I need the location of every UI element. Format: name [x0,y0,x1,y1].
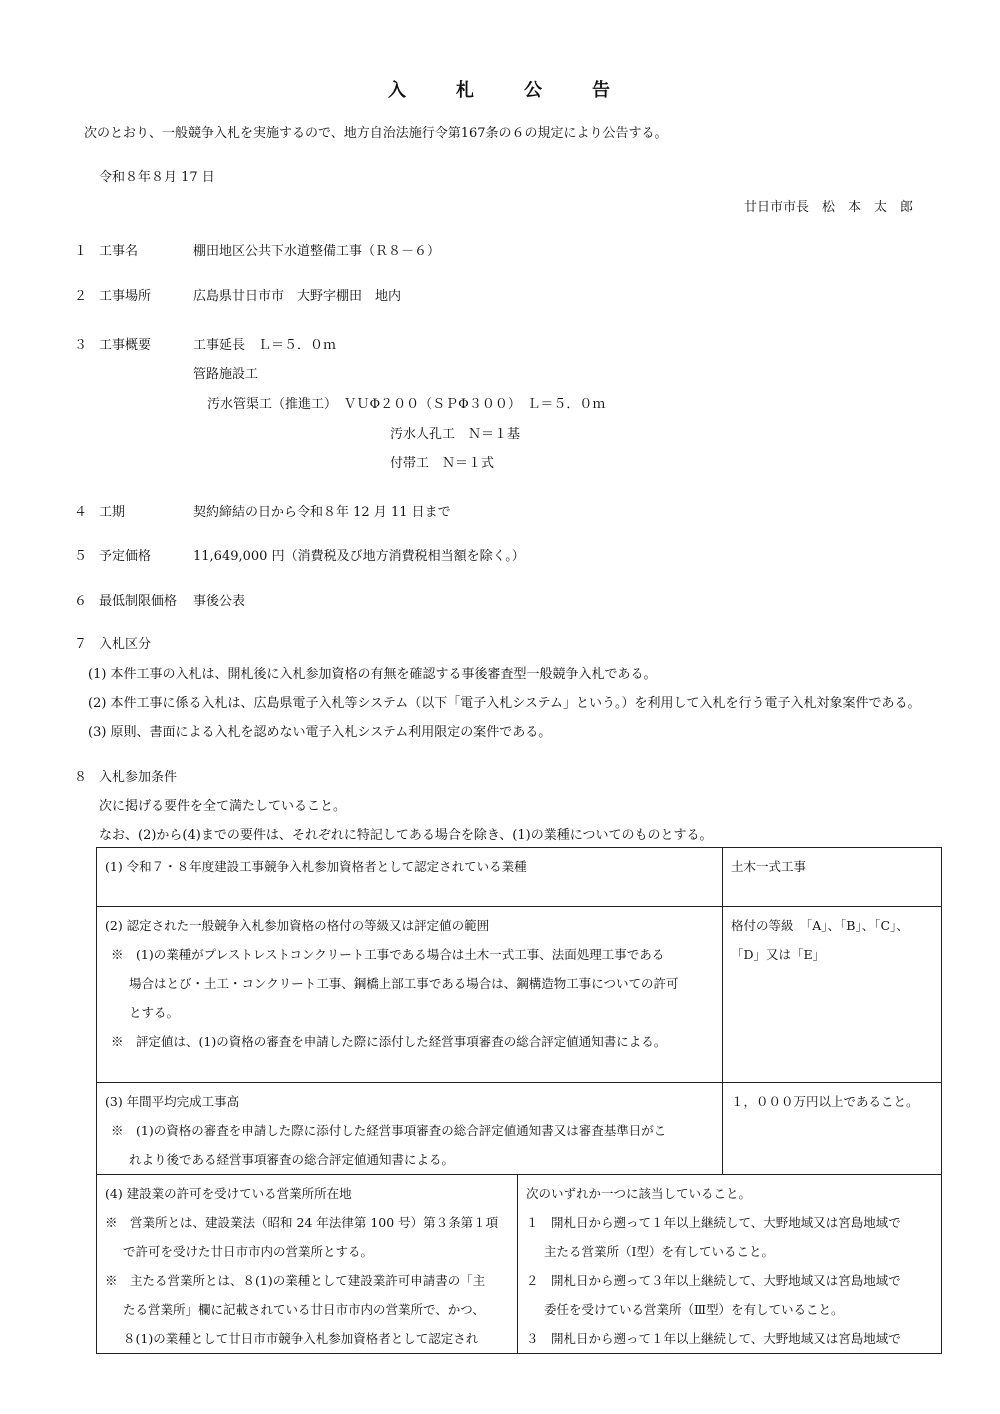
overview-line: 汚水管渠工（推進工） ＶＵΦ２００（ＳＰΦ３００） Ｌ＝５．０ｍ [207,397,606,412]
title-char: 札 [456,80,476,101]
condition-value: １，０００万円以上であること。 [731,1094,919,1109]
table-cell [518,1175,942,1354]
overview-line: 汚水人孔工 Ｎ＝１基 [390,427,521,442]
item-number: ４ [74,505,88,520]
issuer-name: 廿日市市長 松 本 太 郎 [744,200,914,215]
item-label: 工事名 [99,244,139,259]
condition-note: で許可を受けた廿日市市内の営業所とする。 [123,1244,374,1259]
table-cell [723,907,942,1083]
condition-value: 委任を受けている営業所（Ⅲ型）を有していること。 [544,1302,844,1317]
condition-note: ※ 主たる営業所とは、８(1)の業種として建設業許可申請書の「主 [105,1273,486,1288]
conditions-table [96,847,942,1354]
condition-note: ※ (1)の業種がプレストレストコンクリート工事である場合は土木一式工事、法面処理工事である [111,947,665,962]
intro-text: 次のとおり、一般競争入札を実施するので、地方自治法施行令第167条の６の規定により公告する。 [84,126,668,141]
condition-note: とする。 [129,1005,180,1020]
item-number: ５ [74,549,88,564]
bid-class-line: (1) 本件工事の入札は、開札後に入札参加資格の有無を確認する事後審査型一般競争入札である。 [88,667,657,682]
planned-price: 11,649,000 円（消費税及び地方消費税相当額を除く。） [193,549,525,564]
item-number: ３ [74,338,88,353]
title-char: 公 [524,80,544,101]
item-label: 最低制限価格 [99,594,178,609]
condition-text: (2) 認定された一般競争入札参加資格の格付の等級又は評定値の範囲 [105,918,490,933]
table-cell [723,1083,942,1175]
table-cell [723,848,942,907]
condition-value: 「D」又は「E」 [731,947,826,962]
overview-line: 工事延長 Ｌ＝５．０ｍ [193,338,337,353]
condition-value: ２ 開札日から遡って３年以上継続して、大野地域又は宮島地域で [526,1273,901,1288]
condition-note: 場合はとび・土工・コンクリート工事、鋼橋上部工事である場合は、鋼構造物工事についての許可 [129,976,679,991]
overview-line: 付帯工 Ｎ＝１式 [390,456,495,471]
item-label: 工事場所 [99,289,152,304]
item-label: 工期 [99,505,126,520]
table-cell [97,1175,518,1354]
condition-value: 次のいずれか一つに該当していること。 [526,1186,752,1201]
item-label: 入札参加条件 [99,770,178,785]
table-cell [97,907,723,1083]
item-number: ７ [74,637,88,652]
table-row [97,848,942,907]
condition-value: ３ 開札日から遡って１年以上継続して、大野地域又は宮島地域で [526,1331,901,1346]
condition-note: ※ 評定値は、(1)の資格の審査を申請した際に添付した経営事項審査の総合評定値通知書による。 [111,1034,667,1049]
item-number: ６ [74,594,88,609]
page-title [0,76,1000,102]
table-row [97,1083,942,1175]
title-char: 告 [592,80,612,101]
item-label: 工事概要 [99,338,152,353]
condition-intro: 次に掲げる要件を全て満たしていること。 [99,799,347,814]
condition-text: (1) 令和７・８年度建設工事競争入札参加資格者として認定されている業種 [105,859,527,874]
overview-line: 管路施設工 [193,367,259,382]
bid-class-line: (3) 原則、書面による入札を認めない電子入札システム利用限定の案件である。 [88,725,552,740]
condition-note: ８(1)の業種として廿日市市競争入札参加資格者として認定され [123,1331,479,1346]
condition-text: (4) 建設業の許可を受けている営業所所在地 [105,1186,352,1201]
table-row [97,907,942,1083]
bid-class-line: (2) 本件工事に係る入札は、広島県電子入札等システム（以下「電子入札システム」という。）を利用して入札を行う電子入札対象案件である。 [88,696,921,711]
construction-location: 広島県廿日市市 大野字棚田 地内 [193,289,402,304]
item-number: １ [74,244,88,259]
title-char: 入 [388,80,408,101]
condition-value: 主たる営業所（Ⅰ型）を有していること。 [544,1244,774,1259]
notice-date: 令和８年８月 17 日 [99,170,215,185]
condition-note: れより後である経営事項審査の総合評定値通知書による。 [129,1152,455,1167]
table-row [97,1175,942,1354]
table-cell [97,848,723,907]
item-label: 予定価格 [99,549,152,564]
condition-text: (3) 年間平均完成工事高 [105,1094,240,1109]
item-number: ２ [74,289,88,304]
condition-intro: なお、(2)から(4)までの要件は、それぞれに特記してある場合を除き、(1)の業種についてのものとする。 [99,828,713,843]
item-label: 入札区分 [99,637,152,652]
minimum-price: 事後公表 [193,594,246,609]
condition-note: ※ (1)の資格の審査を申請した際に添付した経営事項審査の総合評定値通知書又は審査基準日がこ [111,1123,667,1138]
item-number: ８ [74,770,88,785]
condition-note: たる営業所」欄に記載されている廿日市市内の営業所で、かつ、 [123,1302,485,1317]
table-cell [97,1083,723,1175]
condition-value: 格付の等級 「A」、「B」、「C」、 [731,918,909,933]
construction-period: 契約締結の日から令和８年 12 月 11 日まで [193,505,451,520]
condition-value: 土木一式工事 [731,859,807,874]
construction-name: 棚田地区公共下水道整備工事（Ｒ８－６） [193,244,441,259]
condition-value: １ 開札日から遡って１年以上継続して、大野地域又は宮島地域で [526,1215,901,1230]
condition-note: ※ 営業所とは、建設業法（昭和 24 年法律第 100 号）第３条第１項 [105,1215,499,1230]
